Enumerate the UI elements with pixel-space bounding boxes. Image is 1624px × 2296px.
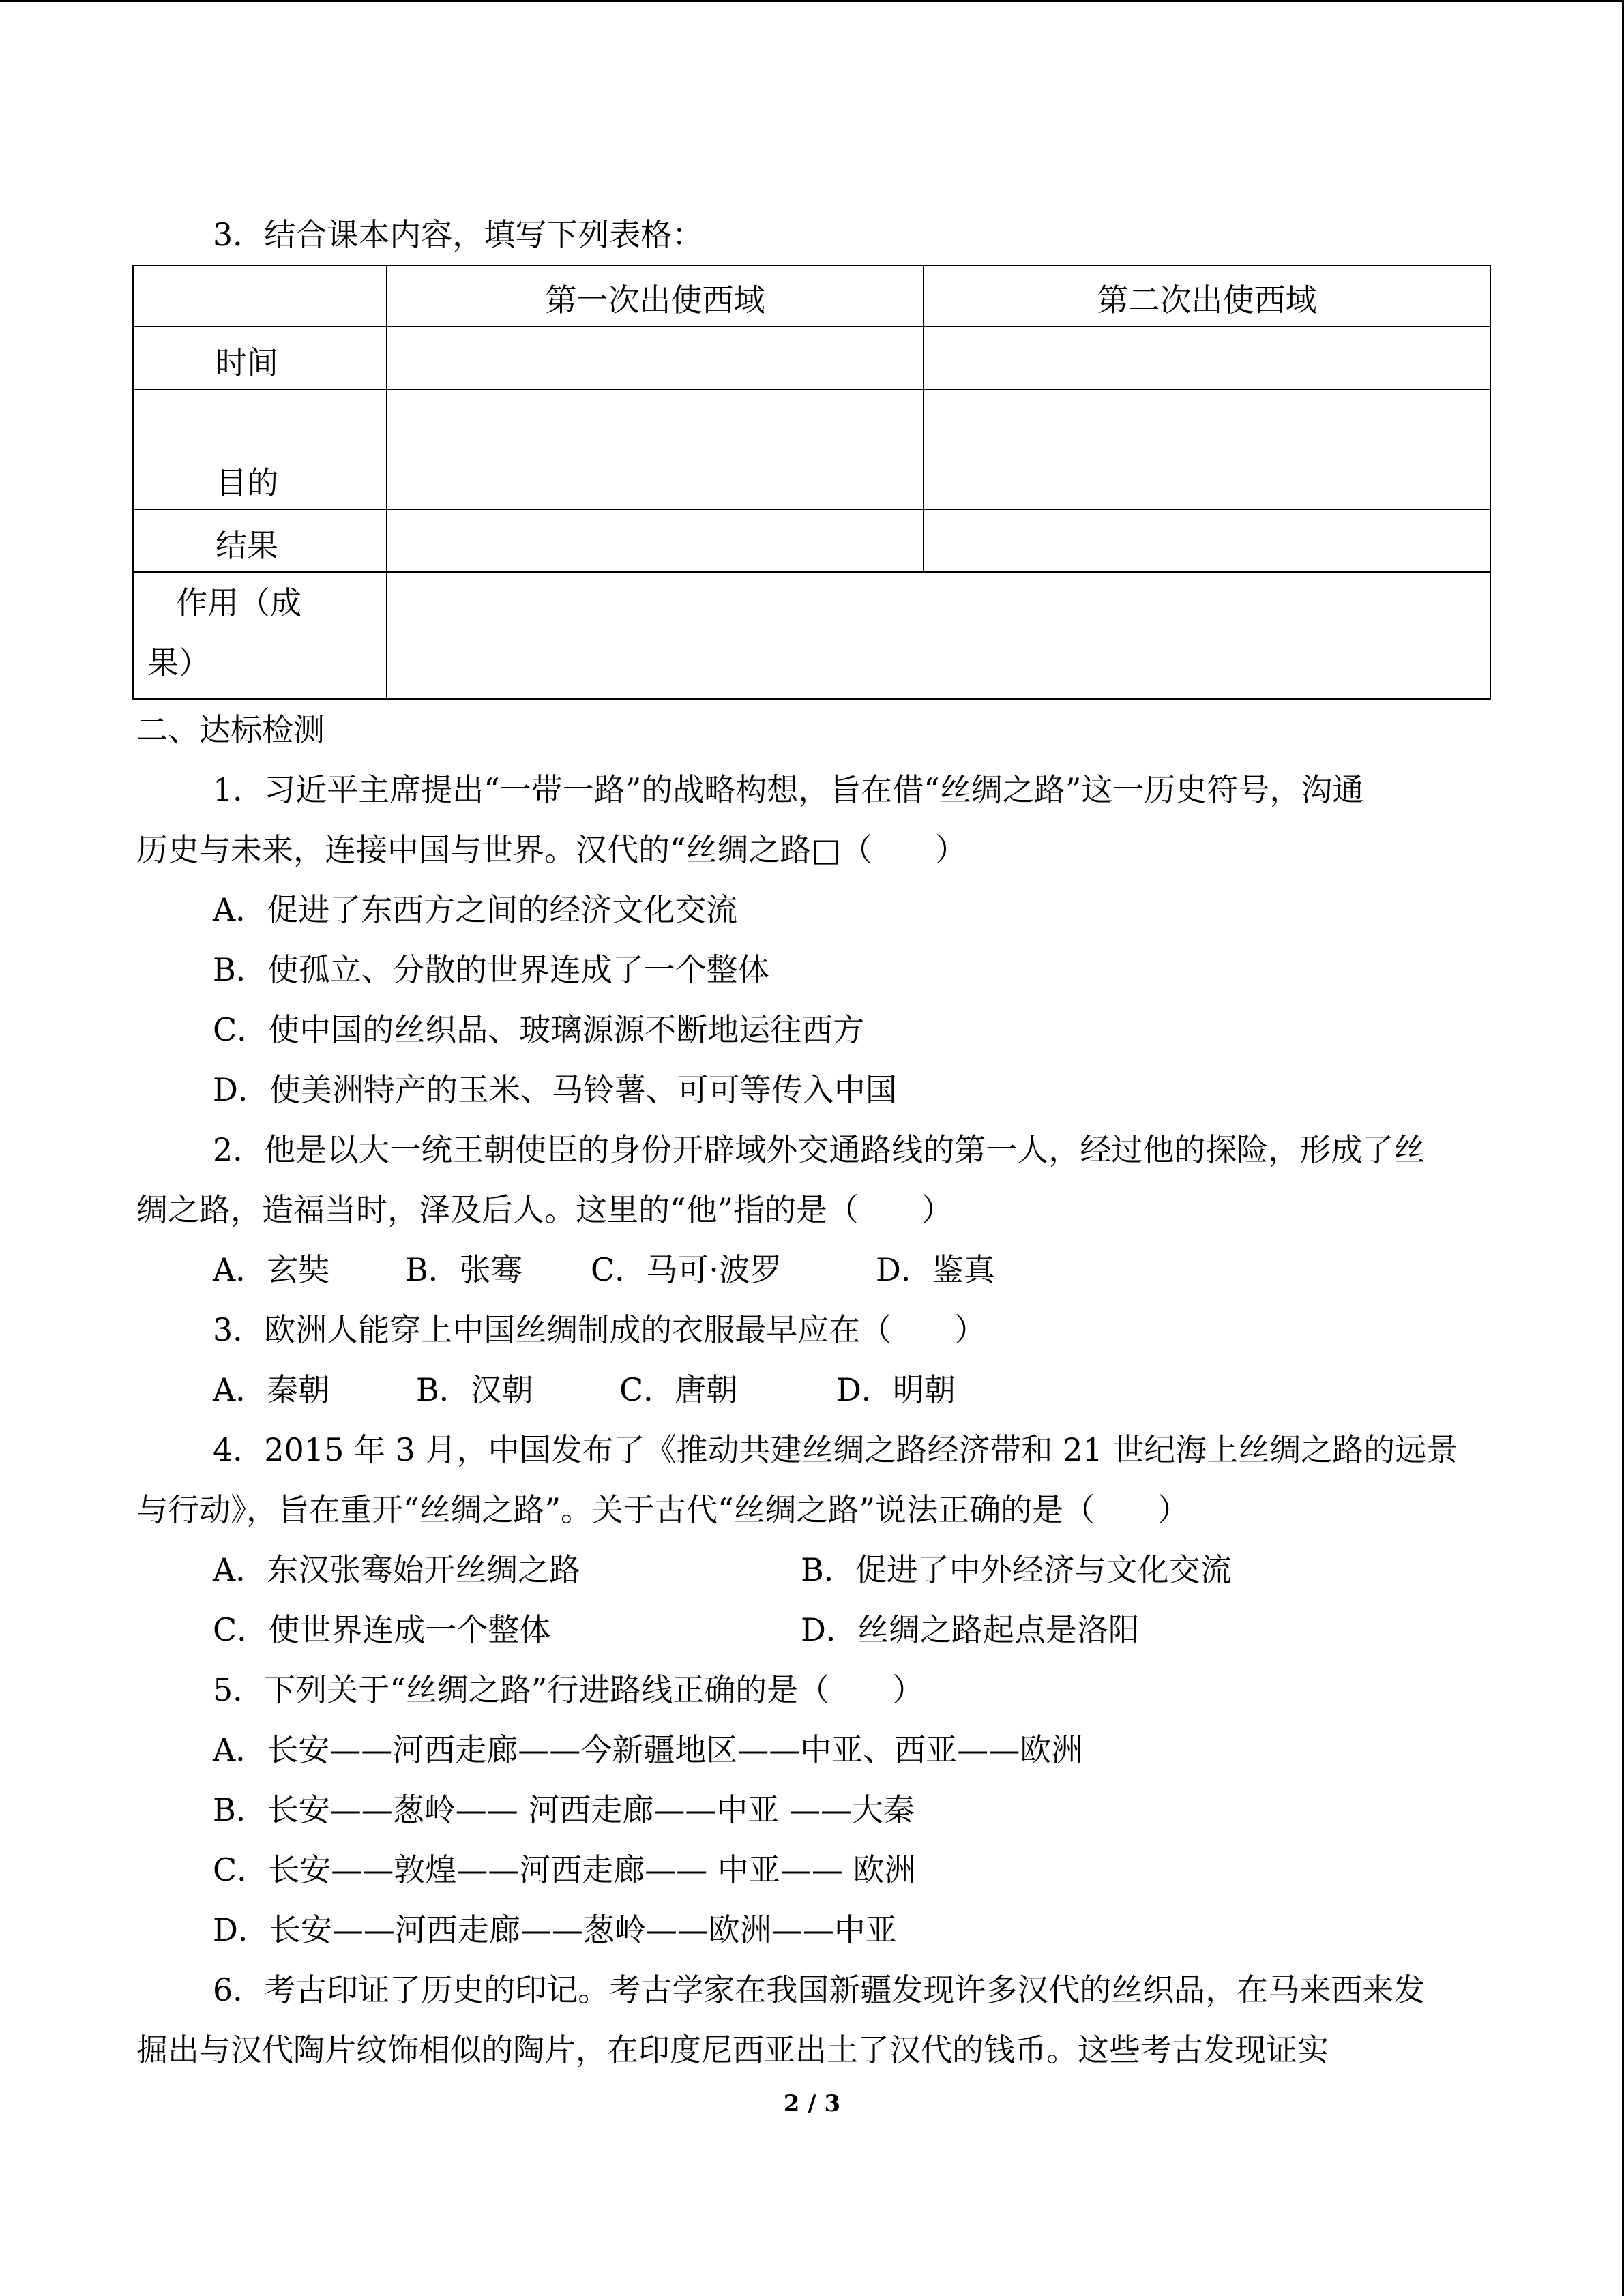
question-4-option-b[interactable]: B．促进了中外经济与文化交流 [801, 1551, 1232, 1588]
question-5-option-d[interactable]: D．长安——河西走廊——葱岭——欧洲——中亚 [213, 1911, 897, 1948]
table-header-second-mission: 第二次出使西域 [924, 265, 1490, 327]
question-3-option-a[interactable]: A．秦朝 [213, 1371, 330, 1408]
question-5-line-1: 5．下列关于“丝绸之路”行进路线正确的是（ ） [213, 1671, 924, 1708]
question-5-option-c[interactable]: C．长安——敦煌——河西走廊—— 中亚—— 欧洲 [213, 1851, 916, 1888]
question-2-line-1: 2．他是以大一统王朝使臣的身份开辟域外交通路线的第一人，经过他的探险，形成了丝 [213, 1131, 1426, 1168]
question-5-option-b[interactable]: B．长安——葱岭—— 河西走廊——中亚 ——大秦 [213, 1791, 915, 1828]
row-label-time: 时间 [133, 327, 387, 389]
cell-result-first[interactable] [387, 509, 924, 572]
cell-result-second[interactable] [924, 509, 1490, 572]
question-3-line-1: 3．欧洲人能穿上中国丝绸制成的衣服最早应在（ ） [213, 1311, 986, 1348]
table-row-purpose [133, 389, 1490, 509]
table-row-result [133, 509, 1490, 572]
question-4-option-c[interactable]: C．使世界连成一个整体 [213, 1611, 551, 1648]
question-2-options [136, 1240, 1494, 1300]
question-1-line-1: 1．习近平主席提出“一带一路”的战略构想，旨在借“丝绸之路”这一历史符号，沟通 [213, 771, 1364, 808]
question-2-line-2: 绸之路，造福当时，泽及后人。这里的“他”指的是（ ） [136, 1191, 954, 1228]
question-6-line-2: 掘出与汉代陶片纹饰相似的陶片，在印度尼西亚出土了汉代的钱币。这些考古发现证实 [136, 2031, 1329, 2068]
cell-purpose-first[interactable] [387, 389, 924, 509]
cell-effect[interactable] [387, 572, 1490, 699]
fill-table-heading: 3．结合课本内容，填写下列表格： [213, 216, 704, 253]
mission-table [132, 265, 1491, 700]
question-3-option-d[interactable]: D．明朝 [836, 1371, 956, 1408]
question-3-options [136, 1360, 1494, 1420]
question-1-option-a[interactable]: A．促进了东西方之间的经济文化交流 [213, 891, 738, 928]
question-4-line-2: 与行动》，旨在重开“丝绸之路”。关于古代“丝绸之路”说法正确的是（ ） [136, 1491, 1190, 1528]
table-header-row [133, 265, 1490, 327]
cell-time-first[interactable] [387, 327, 924, 389]
question-6-line-1: 6．考古印证了历史的印记。考古学家在我国新疆发现许多汉代的丝织品，在马来西来发 [213, 1971, 1426, 2008]
question-3-option-c[interactable]: C．唐朝 [619, 1371, 738, 1408]
question-2-option-c[interactable]: C．马可·波罗 [591, 1251, 782, 1288]
question-2-option-b[interactable]: B．张骞 [405, 1251, 522, 1288]
question-3-option-b[interactable]: B．汉朝 [416, 1371, 533, 1408]
row-label-purpose: 目的 [133, 389, 387, 509]
question-1-option-d[interactable]: D．使美洲特产的玉米、马铃薯、可可等传入中国 [213, 1071, 897, 1108]
question-5-option-a[interactable]: A．长安——河西走廊——今新疆地区——中亚、西亚——欧洲 [213, 1731, 1083, 1768]
section-title-test: 二、达标检测 [136, 711, 325, 748]
question-1-option-c[interactable]: C．使中国的丝织品、玻璃源源不断地运往西方 [213, 1011, 865, 1048]
question-4-option-d[interactable]: D．丝绸之路起点是洛阳 [801, 1611, 1140, 1648]
question-4-options-row-2 [136, 1600, 1494, 1660]
page-top-border [0, 0, 1624, 2]
question-4-option-a[interactable]: A．东汉张骞始开丝绸之路 [213, 1551, 581, 1588]
question-2-option-d[interactable]: D．鉴真 [876, 1251, 995, 1288]
table-header-blank [133, 265, 387, 327]
question-2-option-a[interactable]: A．玄奘 [213, 1251, 330, 1288]
question-4-line-1: 4．2015 年 3 月，中国发布了《推动共建丝绸之路经济带和 21 世纪海上丝绸之路的远景 [213, 1431, 1458, 1468]
table-row-effect [133, 572, 1490, 699]
document-page [136, 205, 1494, 2080]
question-1-option-b[interactable]: B．使孤立、分散的世界连成了一个整体 [213, 951, 769, 988]
table-row-time [133, 327, 1490, 389]
question-1-line-2: 历史与未来，连接中国与世界。汉代的“丝绸之路□（ ） [136, 831, 966, 868]
cell-time-second[interactable] [924, 327, 1490, 389]
page-number: 2 / 3 [783, 2090, 841, 2117]
row-label-effect: 作用（成 果） [133, 572, 387, 699]
question-4-options-row-1 [136, 1540, 1494, 1600]
row-label-result: 结果 [133, 509, 387, 572]
cell-purpose-second[interactable] [924, 389, 1490, 509]
table-header-first-mission: 第一次出使西域 [387, 265, 924, 327]
